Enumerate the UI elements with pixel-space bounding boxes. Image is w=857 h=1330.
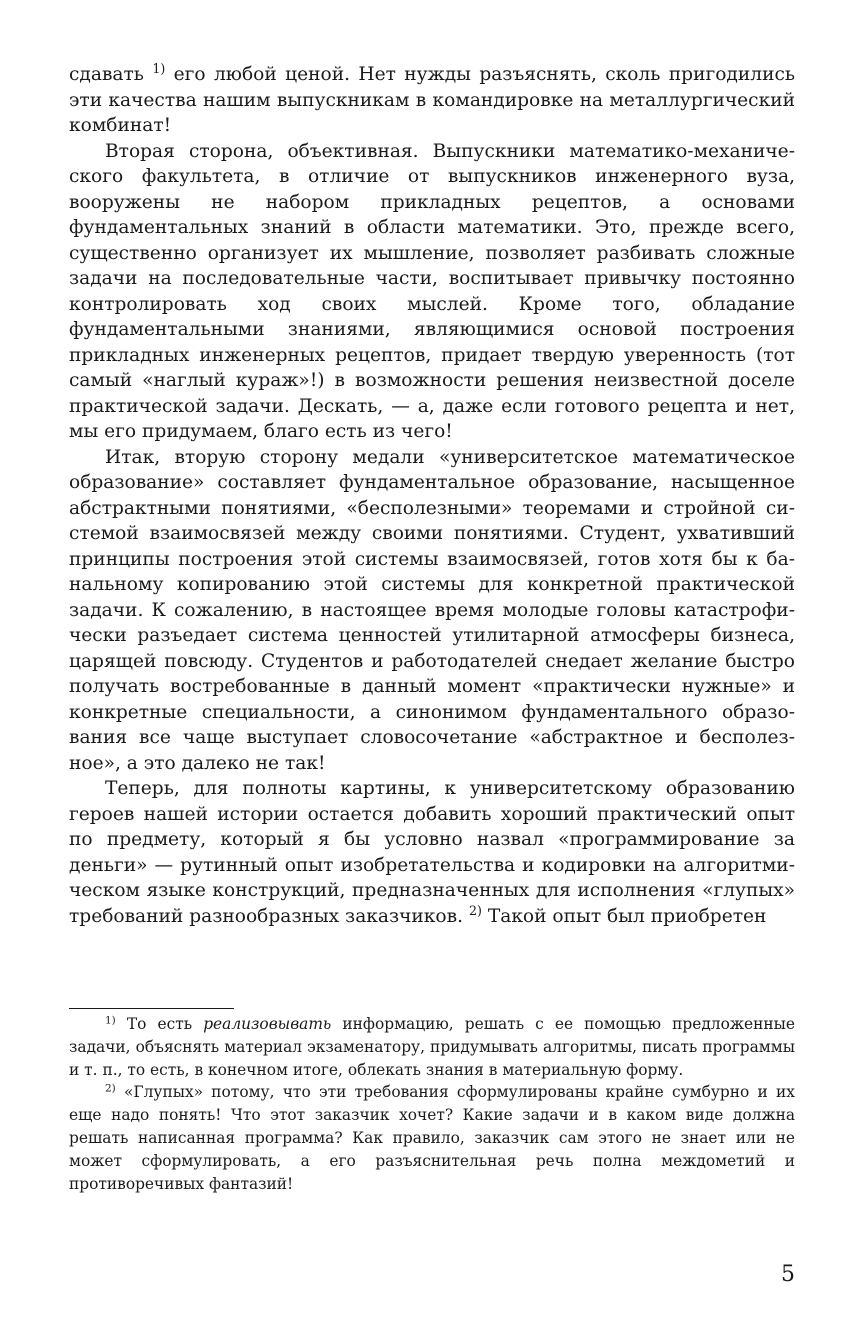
paragraph-3: Итак, вторую сторону медали «университетское математическое образование» составляет фундаментальное образование, насыщенное абстрактными понятиями, «бесполезными» теоремами и стройной системой взаимосвязей между своими понятиями. Студент, ухвативший принципы построения этой системы взаимосвязей, готов хотя бы к банальному копированию этой системы для конкретной практической задачи. К сожалению, в настоящее время молодые головы катастрофически разъедает система ценностей утилитарной атмосферы бизнеса, царящей повсюду. Студентов и работодателей снедает желание быстро получать востребованные в данный момент «практически нужные» и конкретные специальности, а синонимом фундаментального образования все чаще выступает словосочетание «абстрактное и бесполезное», а это далеко не так! (69, 446, 795, 774)
paragraph-1-start: сдавать (69, 64, 144, 85)
footnote-2 (69, 1081, 795, 1195)
paragraph-4-start: Теперь, для полноты картины, к университетскому образованию героев нашей истории остается добавить хороший практический опыт по предмету, который я бы условно назвал «программирование за деньги» — рутинный опыт изобретательства и кодировки на алгоритмическом языке конструкций, предназначенных для исполнения «глупых» требований разнообразных заказчиков. (69, 778, 795, 927)
page-number: 5 (781, 1262, 795, 1287)
paragraph-2: Вторая сторона, объективная. Выпускники математико-механического факультета, в отличие от выпускников инженерного вуза, вооружены не набором прикладных рецептов, а основами фундаментальных знаний в области математики. Это, прежде всего, существенно организует их мышление, позволяет разбивать сложные задачи на последовательные части, воспитывает привычку постоянно контролировать ход своих мыслей. Кроме того, обладание фундаментальными знаниями, являющимися основой построения прикладных инженерных рецептов, придает твердую уверенность (тот самый «наглый кураж»!) в возможности решения неизвестной доселе практической задачи. Дескать, — а, даже если готового рецепта и нет, мы его придумаем, благо есть из чего! (69, 140, 795, 442)
footnote-ref-1: 1) (152, 61, 166, 77)
main-text (69, 62, 795, 929)
footnote-1-pre: То есть (126, 1015, 193, 1033)
paragraph-1-rest: его любой ценой. Нет нужды разъяснять, сколь пригодились эти качества нашим выпускникам в командировке на металлургический комбинат! (69, 64, 795, 136)
footnote-1-marker: 1) (105, 1014, 116, 1027)
footnote-1-italic: реализовывать (203, 1015, 332, 1033)
footnote-divider (69, 1008, 234, 1009)
footnotes (69, 1013, 795, 1195)
paragraph-4-rest: Такой опыт был приобретен (487, 905, 767, 927)
footnote-ref-2: 2) (468, 902, 482, 918)
footnote-1 (69, 1013, 795, 1081)
paragraph-1 (69, 62, 795, 139)
paragraph-4 (69, 776, 795, 929)
footnote-1-post: информацию, решать с ее помощью предложенные задачи, объяснять материал экзаменатору, придумывать алгоритмы, писать программы и т. п., то есть, в конечном итоге, облекать знания в материальную форму. (69, 1015, 795, 1079)
footnote-2-marker: 2) (105, 1082, 116, 1095)
page-body (69, 62, 795, 929)
footnote-2-text: «Глупых» потому, что эти требования сформулированы крайне сумбурно и их еще надо понять! Что этот заказчик хочет? Какие задачи и в каком виде должна решать написанная программа? Как правило, заказчик сам этого не знает или не может сформулировать, а его разъяснительная речь полна междометий и противоречивых фантазий! (69, 1083, 795, 1193)
